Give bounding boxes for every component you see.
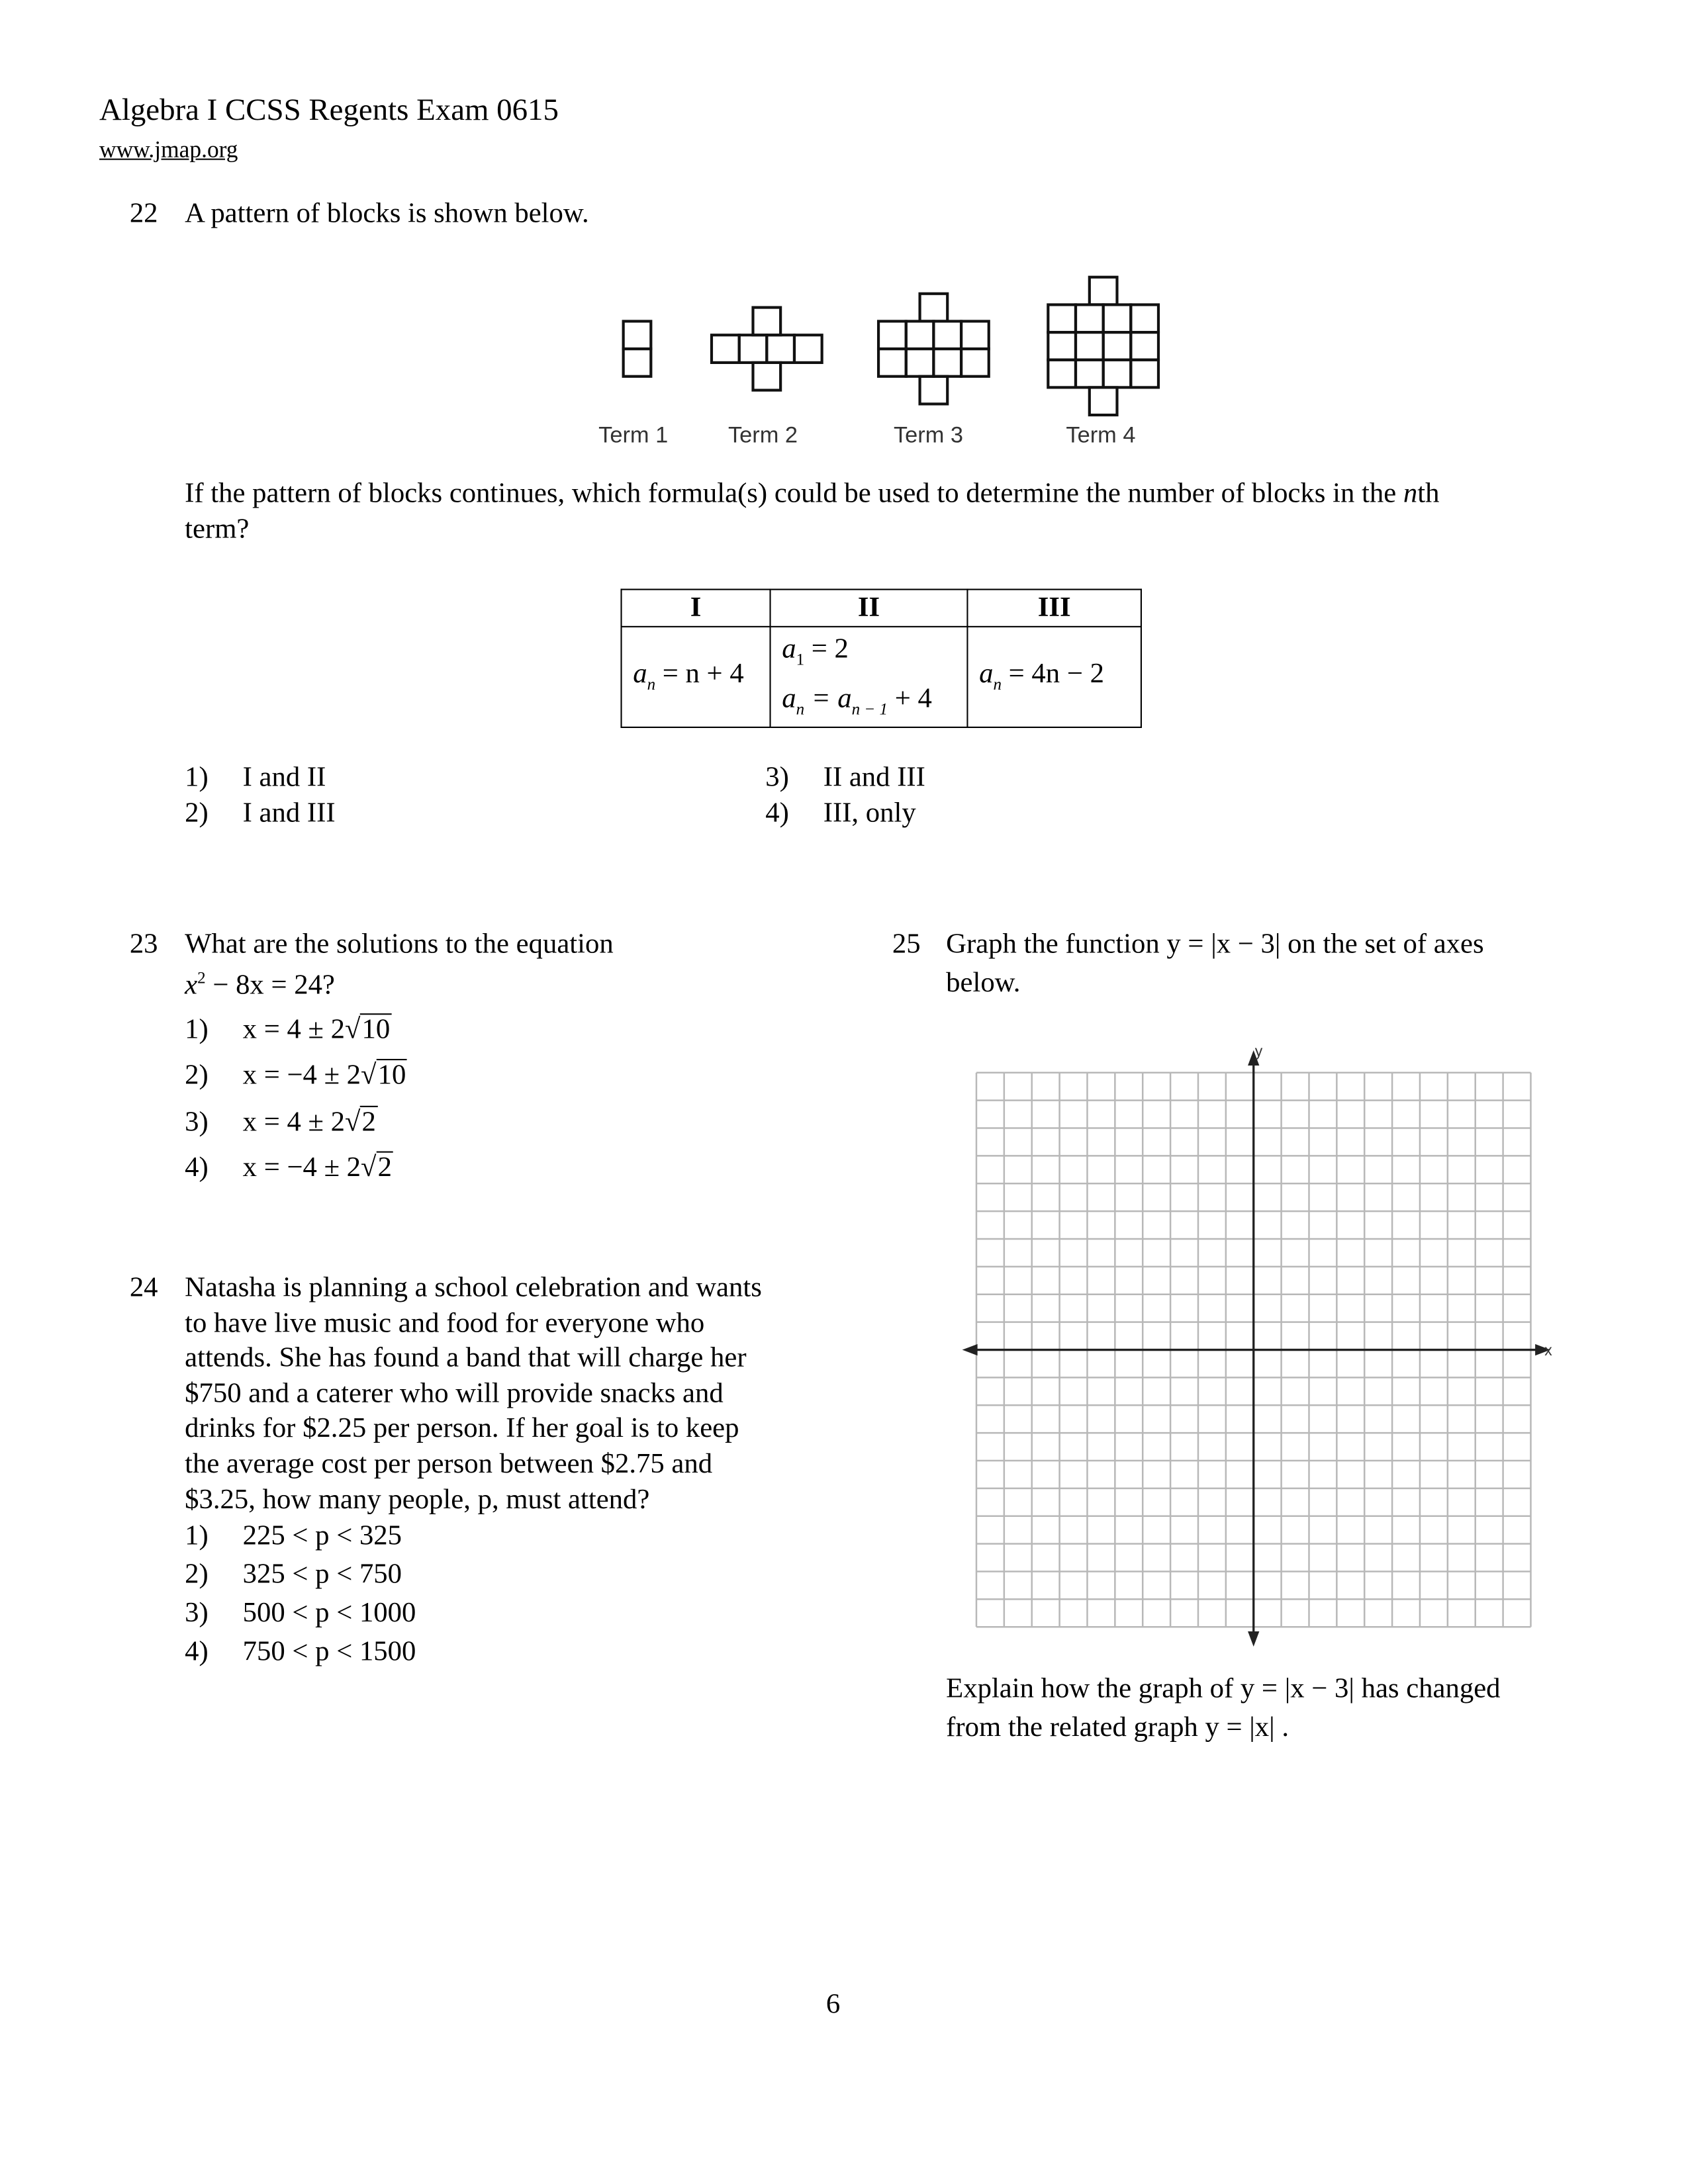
- block-3: [878, 321, 906, 349]
- exam-title: Algebra I CCSS Regents Exam 0615: [99, 92, 559, 127]
- q24-choice-1[interactable]: 1) 225 < p < 325: [185, 1520, 402, 1551]
- block-4: [1076, 304, 1103, 332]
- q23-choice-1[interactable]: 1) x = 4 ± 2√ 10: [185, 1016, 209, 1044]
- block-3: [906, 349, 934, 377]
- coordinate-grid[interactable]: [951, 1034, 1571, 1654]
- block-3: [933, 349, 961, 377]
- block-4: [1076, 332, 1103, 360]
- site-link[interactable]: www.jmap.org: [99, 136, 238, 163]
- page-number: 6: [825, 1989, 841, 2021]
- q22-prompt: A pattern of blocks is shown below.: [185, 198, 589, 229]
- block-2: [767, 335, 794, 363]
- col-header-II: II: [771, 590, 968, 627]
- q23-choice-3[interactable]: 3) x = 4 ± 2√ 2: [185, 1109, 209, 1137]
- formula-I: $a_n = n + 4$: [622, 627, 771, 727]
- formula-table: [620, 589, 1141, 728]
- block-4: [1103, 360, 1131, 388]
- q24-line: Natasha is planning a school celebration and wants: [185, 1272, 762, 1303]
- block-4: [1048, 332, 1076, 360]
- block-4: [1131, 360, 1158, 388]
- q22-choice-1[interactable]: 1) I and II: [185, 762, 326, 793]
- q23-choice-2[interactable]: 2) x = −4 ± 2√ 10: [185, 1062, 209, 1090]
- term-2-label: Term 2: [727, 423, 798, 449]
- x-axis-label: x: [1544, 1341, 1552, 1359]
- x-axis-left-arrow-icon: [965, 1345, 976, 1353]
- q25-explain-line1: Explain how the graph of y = |x − 3| has changed: [946, 1674, 1501, 1704]
- q22-question-line2: term?: [185, 514, 250, 545]
- col-header-III: III: [967, 590, 1141, 627]
- col-header-I: I: [622, 590, 771, 627]
- block-4: [1048, 304, 1076, 332]
- block-4: [1103, 304, 1131, 332]
- block-4: [1131, 332, 1158, 360]
- block-3: [961, 349, 989, 377]
- q22-choice-4[interactable]: 4) III, only: [765, 798, 916, 829]
- block-4: [1048, 360, 1076, 388]
- block-2: [794, 335, 822, 363]
- q23-choice-4[interactable]: 4) x = −4 ± 2√ 2: [185, 1154, 209, 1183]
- q24-choice-3[interactable]: 3) 500 < p < 1000: [185, 1598, 416, 1629]
- y-axis-label: y: [1254, 1042, 1263, 1060]
- q24-line: drinks for $2.25 per person. If her goal is to keep: [185, 1413, 739, 1444]
- block-3: [878, 349, 906, 377]
- q22-question-line1: If the pattern of blocks continues, which formula(s) could be used to determine the number of blocks in the nth: [185, 478, 1440, 509]
- block-4: [1103, 332, 1131, 360]
- q24-line: to have live music and food for everyone who: [185, 1308, 705, 1339]
- term-4-label: Term 4: [1066, 423, 1136, 449]
- q25-number: 25: [892, 929, 921, 960]
- q25-explain-line2: from the related graph y = |x| .: [946, 1712, 1289, 1743]
- block-1: [624, 321, 651, 349]
- q22-choice-3[interactable]: 3) II and III: [765, 762, 925, 793]
- q22-choice-2[interactable]: 2) I and III: [185, 798, 336, 829]
- q24-line: attends. She has found a band that will charge her: [185, 1343, 747, 1373]
- formula-III: $a_n = 4n - 2$: [967, 627, 1141, 727]
- q25-line2: below.: [946, 968, 1021, 999]
- q25-line1: Graph the function y = |x − 3| on the set of axes: [946, 929, 1484, 960]
- q24-line: the average cost per person between $2.75 and: [185, 1449, 713, 1480]
- term-3-label: Term 3: [893, 423, 964, 449]
- block-pattern-figure: [0, 0, 1688, 469]
- block-3: [961, 321, 989, 349]
- block-4: [1131, 304, 1158, 332]
- q22-number: 22: [129, 198, 158, 229]
- block-4: [1090, 277, 1117, 305]
- formula-II: $a_1 = 2$ $a_n = a_{n - 1} + 4$: [771, 627, 968, 727]
- block-2: [753, 308, 780, 336]
- block-3: [920, 377, 948, 404]
- block-4: [1076, 360, 1103, 388]
- q24-number: 24: [129, 1272, 158, 1303]
- block-2: [712, 335, 739, 363]
- q24-choice-2[interactable]: 2) 325 < p < 750: [185, 1559, 402, 1590]
- q23-number: 23: [129, 929, 158, 960]
- q24-line: $3.25, how many people, p, must attend?: [185, 1484, 650, 1516]
- y-axis-down-arrow-icon: [1249, 1633, 1257, 1644]
- block-2: [739, 335, 767, 363]
- block-4: [1090, 387, 1117, 415]
- block-1: [624, 349, 651, 377]
- q23-equation: $x^2 - 8x = 24$?: [185, 968, 335, 1001]
- block-3: [933, 321, 961, 349]
- block-3: [906, 321, 934, 349]
- q23-prompt: What are the solutions to the equation: [185, 929, 614, 960]
- block-2: [753, 363, 780, 390]
- q24-choice-4[interactable]: 4) 750 < p < 1500: [185, 1636, 416, 1667]
- term-1-label: Term 1: [598, 423, 669, 449]
- block-3: [920, 294, 948, 322]
- q24-line: $750 and a caterer who will provide snacks and: [185, 1379, 724, 1410]
